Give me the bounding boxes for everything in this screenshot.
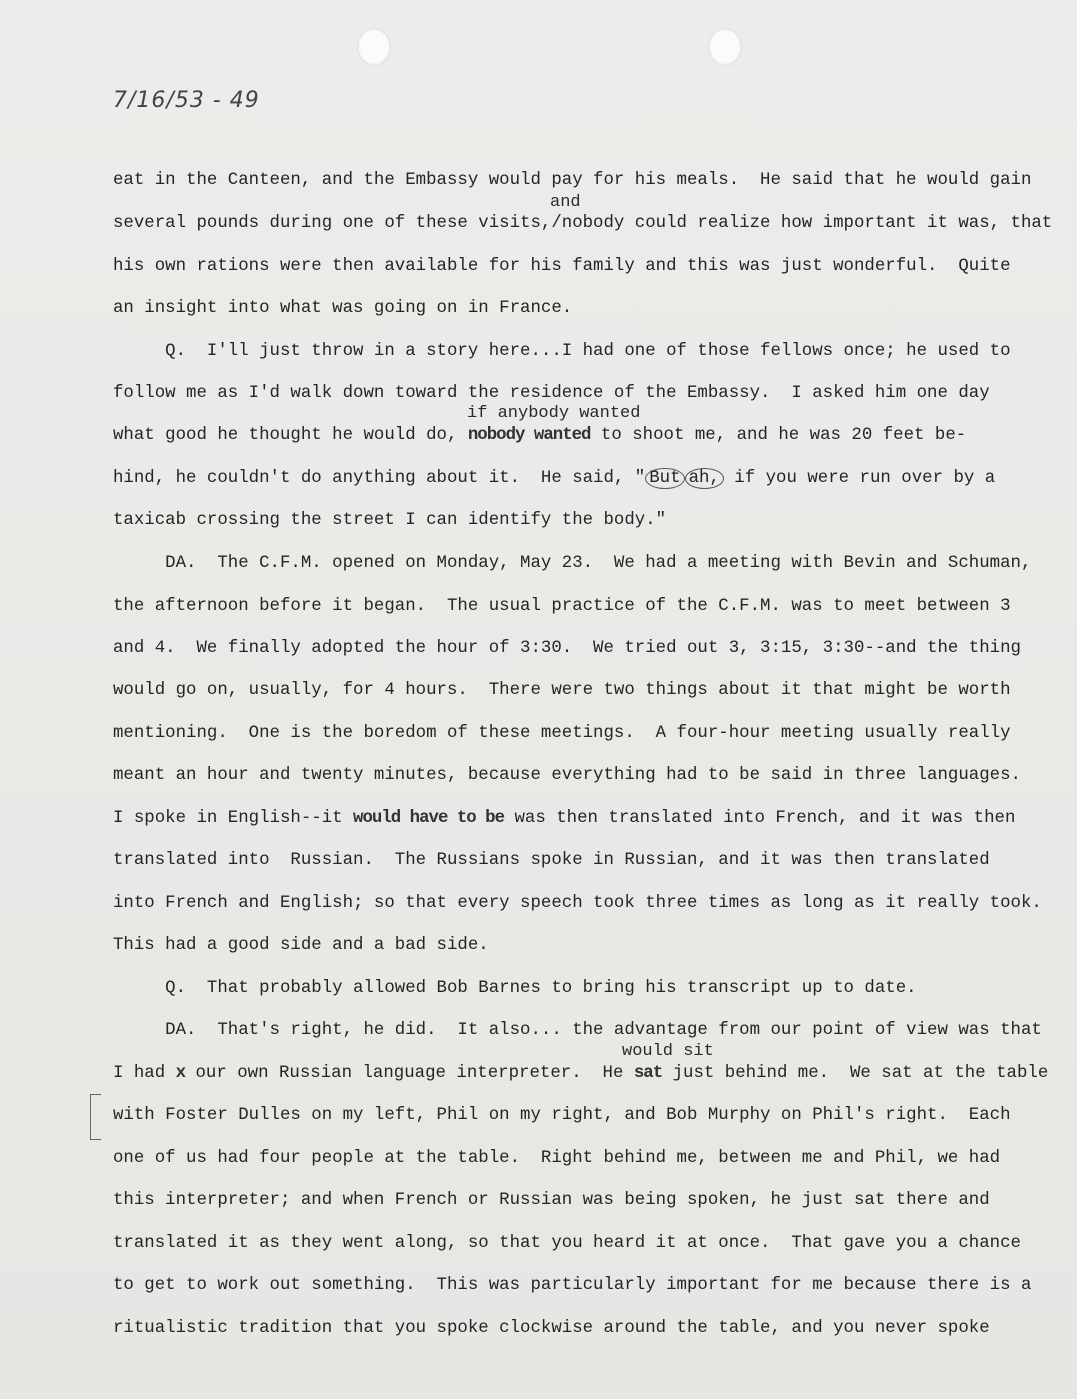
- text-line: meant an hour and twenty minutes, because everything had to be said in three languages.: [113, 766, 1021, 785]
- text-line: DA. That's right, he did. It also... the advantage from our point of view was that: [113, 1021, 1042, 1040]
- text-line: Q. I'll just throw in a story here...I had one of those fellows once; he used to: [113, 342, 1011, 361]
- text-line: and 4. We finally adopted the hour of 3:30. We tried out 3, 3:15, 3:30--and the thing: [113, 639, 1021, 658]
- text-line: taxicab crossing the street I can identify the body.": [113, 511, 667, 530]
- text-line: what good he thought he would do, nobody wanted to shoot me, and he was 20 feet be-: [113, 426, 967, 445]
- text-line: his own rations were then available for his family and this was just wonderful. Quite: [113, 257, 1011, 276]
- circled-word: But: [645, 468, 684, 489]
- text-line: translated into Russian. The Russians spoke in Russian, and it was then translated: [113, 851, 990, 870]
- text-line: hind, he couldn't do anything about it. He said, " But ah, if you were run over by a: [113, 469, 996, 488]
- text-line: one of us had four people at the table. Right behind me, between me and Phil, we had: [113, 1149, 1001, 1168]
- text-line: follow me as I'd walk down toward the residence of the Embassy. I asked him one day: [113, 384, 990, 403]
- text-line: DA. The C.F.M. opened on Monday, May 23. We had a meeting with Bevin and Schuman,: [113, 554, 1032, 573]
- text-line: Q. That probably allowed Bob Barnes to bring his transcript up to date.: [113, 979, 917, 998]
- punch-hole-left: [357, 28, 391, 66]
- circled-word: ah,: [685, 468, 724, 489]
- struck-text: nobody wanted: [467, 426, 591, 445]
- text-line: eat in the Canteen, and the Embassy would pay for his meals. He said that he would gain: [113, 171, 1032, 190]
- text-line: with Foster Dulles on my left, Phil on my right, and Bob Murphy on Phil's right. Each: [113, 1106, 1011, 1125]
- struck-text: x: [175, 1064, 186, 1083]
- text-line: ritualistic tradition that you spoke clockwise around the table, and you never spoke: [113, 1319, 990, 1338]
- text-line: this interpreter; and when French or Russian was being spoken, he just sat there and: [113, 1191, 990, 1210]
- handwritten-insertion: if anybody wanted: [467, 404, 641, 423]
- margin-bracket: [90, 1094, 101, 1140]
- text-line: to get to work out something. This was particularly important for me because there is a: [113, 1276, 1032, 1295]
- text-line: would go on, usually, for 4 hours. There were two things about it that might be worth: [113, 681, 1011, 700]
- text-line: the afternoon before it began. The usual practice of the C.F.M. was to meet between 3: [113, 597, 1011, 616]
- punch-hole-right: [708, 28, 742, 66]
- struck-text: sat: [633, 1064, 663, 1083]
- struck-text: would have to be: [353, 809, 505, 828]
- text-line: an insight into what was going on in France.: [113, 299, 573, 318]
- page-header: 7/16/53 - 49: [113, 88, 260, 113]
- text-line: I spoke in English--it would have to be was then translated into French, and it was then: [113, 809, 1016, 828]
- text-line: into French and English; so that every speech took three times as long as it really took.: [113, 894, 1042, 913]
- handwritten-insertion: would sit: [622, 1042, 714, 1061]
- text-line: mentioning. One is the boredom of these meetings. A four-hour meeting usually really: [113, 724, 1011, 743]
- text-line: This had a good side and a bad side.: [113, 936, 489, 955]
- handwritten-insertion: and: [550, 193, 581, 212]
- text-line: I had x our own Russian language interpreter. He sat just behind me. We sat at the table: [113, 1064, 1049, 1083]
- text-line: several pounds during one of these visits,/nobody could realize how important it was, that: [113, 214, 1053, 233]
- text-line: translated it as they went along, so that you heard it at once. That gave you a chance: [113, 1234, 1021, 1253]
